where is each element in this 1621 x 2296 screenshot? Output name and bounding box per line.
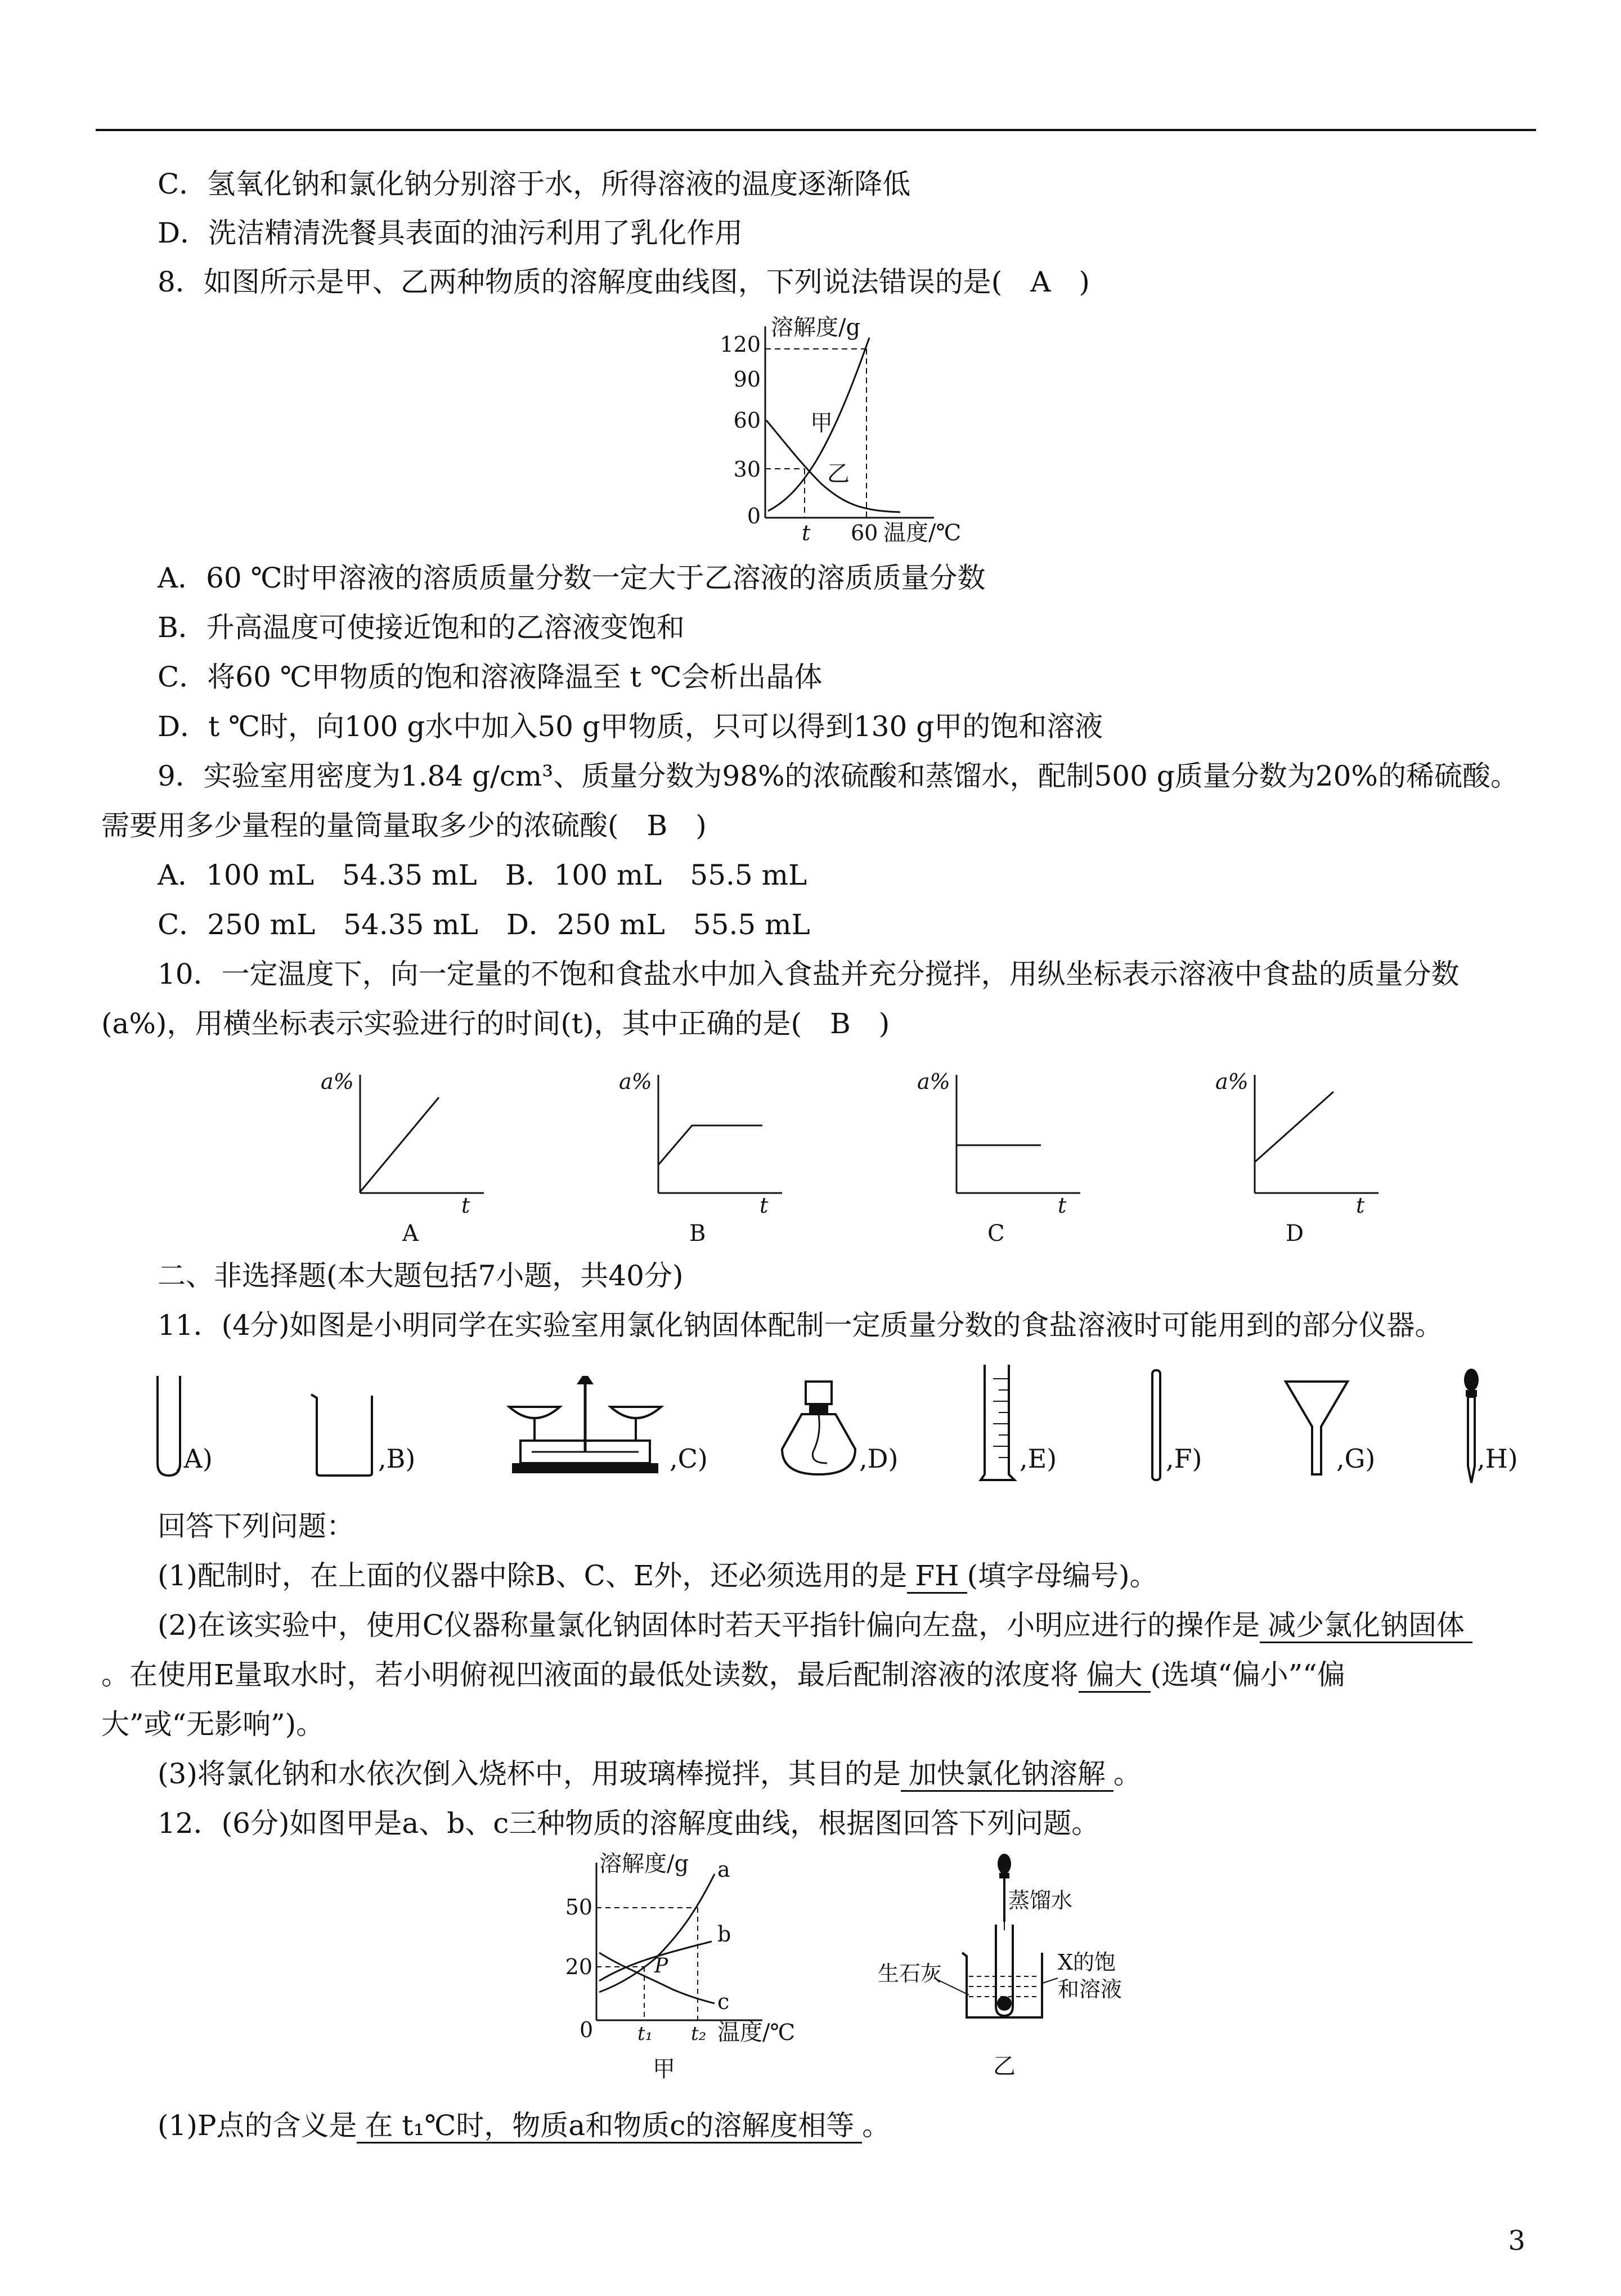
question-9-line1: 9．实验室用密度为1.84 g/cm³、质量分数为98%的浓硫酸和蒸馏水，配制500 g质量分数为20%的稀硫酸。 (158, 760, 1519, 792)
q8-ytick-0: 0 (747, 504, 761, 528)
q10-a-xlabel: t (461, 1193, 470, 1218)
q11-part3-tail: 。 (1113, 1757, 1142, 1790)
instrument-label-f: ,F) (1166, 1443, 1202, 1474)
q12-solubility-chart (554, 1851, 824, 2088)
option-d-q7: D．洗洁精清洗餐具表面的油污利用了乳化作用 (158, 217, 743, 249)
q11-part2c: 大”或“无影响”)。 (101, 1708, 325, 1741)
q10-c-caption: C (987, 1221, 1005, 1246)
question-9-line2: 需要用多少量程的量筒量取多少的浓硫酸( B ) (101, 809, 707, 842)
q11-part3 (158, 1756, 1142, 1792)
q12-part1-tail: 。 (862, 2109, 891, 2142)
instrument-balance-icon (504, 1373, 672, 1486)
q10-a-caption: A (402, 1221, 419, 1246)
section-2-title: 二、非选择题(本大题包括7小题，共40分) (158, 1259, 684, 1292)
q11-part1-answer: FH (907, 1559, 967, 1594)
q12-ytick-0: 0 (580, 2017, 594, 2042)
q12-series-a-label: a (717, 1857, 730, 1882)
q8-option-d: D．t ℃时，向100 g水中加入50 g甲物质，只可以得到130 g甲的饱和溶液 (158, 710, 1103, 743)
q8-xlabel: 温度/℃ (883, 520, 962, 546)
q10-graph-b (608, 1064, 799, 1249)
q9-options-ab: A．100 mL 54.35 mL B．100 mL 55.5 mL (158, 859, 807, 891)
page-number: 3 (1508, 2225, 1525, 2257)
instrument-beaker-icon (307, 1390, 380, 1480)
q8-series-jia-label: 甲 (810, 410, 833, 436)
question-11: 11．(4分)如图是小明同学在实验室用氯化钠固体配制一定质量分数的食盐溶液时可能用到的部分仪器。 (158, 1309, 1443, 1342)
q12-series-b-label: b (717, 1922, 731, 1947)
q10-d-ylabel: a% (1215, 1069, 1249, 1094)
q10-b-xlabel: t (760, 1193, 769, 1218)
instrument-label-h: ,H) (1477, 1443, 1518, 1474)
q11-part2b-tail: (选填“偏小”“偏 (1150, 1658, 1345, 1691)
instrument-label-g: ,G) (1336, 1443, 1376, 1474)
instrument-label-e: ,E) (1020, 1443, 1057, 1474)
q8-solubility-chart (698, 315, 990, 551)
q12-ytick-50: 50 (565, 1895, 592, 1920)
instrument-label-c: ,C) (670, 1443, 708, 1474)
q9-options-cd: C．250 mL 54.35 mL D．250 mL 55.5 mL (158, 908, 810, 941)
q12-chart-caption: 甲 (653, 2056, 675, 2082)
q12-ylabel: 溶解度/g (599, 1851, 689, 1877)
q11-part2-answer: 减少氯化钠固体 (1260, 1609, 1472, 1643)
instrument-glass-rod-icon (1148, 1367, 1165, 1483)
q10-c-xlabel: t (1058, 1193, 1067, 1218)
q10-a-ylabel: a% (321, 1069, 354, 1094)
q8-ytick-90: 90 (733, 367, 761, 392)
label-quicklime: 生石灰 (878, 1961, 942, 1986)
q10-d-xlabel: t (1356, 1193, 1365, 1218)
label-x-saturated-1: X的饱 (1058, 1950, 1116, 1975)
q8-ytick-120: 120 (720, 332, 761, 357)
q12-series-c-label: c (717, 1989, 730, 2014)
question-8: 8．如图所示是甲、乙两种物质的溶解度曲线图，下列说法错误的是( A ) (158, 266, 1090, 298)
q12-xlabel: 温度/℃ (717, 2020, 796, 2046)
label-x-saturated-2: 和溶液 (1058, 1977, 1122, 2002)
q11-part2b (101, 1657, 1345, 1693)
q11-part2 (158, 1607, 1472, 1643)
q11-part1 (158, 1558, 1158, 1594)
q10-graph-d (1204, 1064, 1395, 1249)
q11-part3-text: (3)将氯化钠和水依次倒入烧杯中，用玻璃棒搅拌，其目的是 (158, 1757, 901, 1790)
q12-part1 (158, 2107, 890, 2143)
q8-ylabel: 溶解度/g (771, 315, 861, 340)
q11-part3-answer: 加快氯化钠溶解 (901, 1757, 1113, 1792)
instrument-alcohol-lamp-icon (776, 1379, 861, 1480)
header-rule (96, 129, 1536, 131)
q12-xtick-t2: t₂ (691, 2023, 707, 2045)
instrument-label-a: ,A) (176, 1443, 213, 1474)
q10-graph-c (906, 1064, 1097, 1249)
q8-xtick-t: t (802, 521, 811, 545)
instrument-label-d: ,D) (859, 1443, 899, 1474)
q12-ytick-20: 20 (565, 1954, 592, 1979)
q10-b-caption: B (689, 1221, 706, 1246)
q11-part2-text: (2)在该实验中，使用C仪器称量氯化钠固体时若天平指针偏向左盘，小明应进行的操作是 (158, 1609, 1260, 1642)
question-10-line1: 10．一定温度下，向一定量的不饱和食盐水中加入食盐并充分搅拌，用纵坐标表示溶液中食盐的质量分数 (158, 958, 1460, 990)
q8-option-b: B．升高温度可使接近饱和的乙溶液变饱和 (158, 611, 685, 644)
q12-part1-text: (1)P点的含义是 (158, 2109, 357, 2142)
q12-part1-answer: 在 t₁℃时，物质a和物质c的溶解度相等 (357, 2109, 862, 2143)
q12-figure-caption: 乙 (993, 2053, 1016, 2079)
q10-graph-a (309, 1064, 501, 1249)
q8-option-c: C．将60 ℃甲物质的饱和溶液降温至 t ℃会析出晶体 (158, 661, 823, 693)
q8-ytick-30: 30 (733, 457, 761, 482)
instrument-graduated-cylinder-icon (976, 1362, 1021, 1483)
answer-header: 回答下列问题： (158, 1510, 354, 1542)
q12-xtick-t1: t₁ (637, 2023, 653, 2045)
q11-part1-tail: (填字母编号)。 (967, 1559, 1158, 1592)
q8-ytick-60: 60 (733, 408, 761, 433)
q8-xtick-60: 60 (851, 521, 878, 545)
q12-point-p: P (654, 1954, 668, 1977)
q10-d-caption: D (1286, 1221, 1304, 1246)
q12-apparatus-figure (878, 1851, 1148, 2088)
q10-c-ylabel: a% (917, 1069, 950, 1094)
label-distilled-water: 蒸馏水 (1008, 1888, 1073, 1913)
q11-part2b-answer: 偏大 (1079, 1658, 1151, 1693)
question-10-line2: (a%)，用横坐标表示实验进行的时间(t)，其中正确的是( B ) (101, 1007, 890, 1040)
q8-series-yi-label: 乙 (827, 461, 850, 487)
instrument-label-b: ,B) (378, 1443, 416, 1474)
q10-b-ylabel: a% (619, 1069, 652, 1094)
q11-part2b-text: 。在使用E量取水时，若小明俯视凹液面的最低处读数，最后配制溶液的浓度将 (101, 1658, 1079, 1691)
q11-part1-text: (1)配制时，在上面的仪器中除B、C、E外，还必须选用的是 (158, 1559, 908, 1592)
option-c-q7: C．氢氧化钠和氯化钠分别溶于水，所得溶液的温度逐渐降低 (158, 168, 911, 200)
q8-option-a: A．60 ℃时甲溶液的溶质质量分数一定大于乙溶液的溶质质量分数 (158, 562, 986, 594)
question-12: 12．(6分)如图甲是a、b、c三种物质的溶解度曲线，根据图回答下列问题。 (158, 1807, 1100, 1840)
